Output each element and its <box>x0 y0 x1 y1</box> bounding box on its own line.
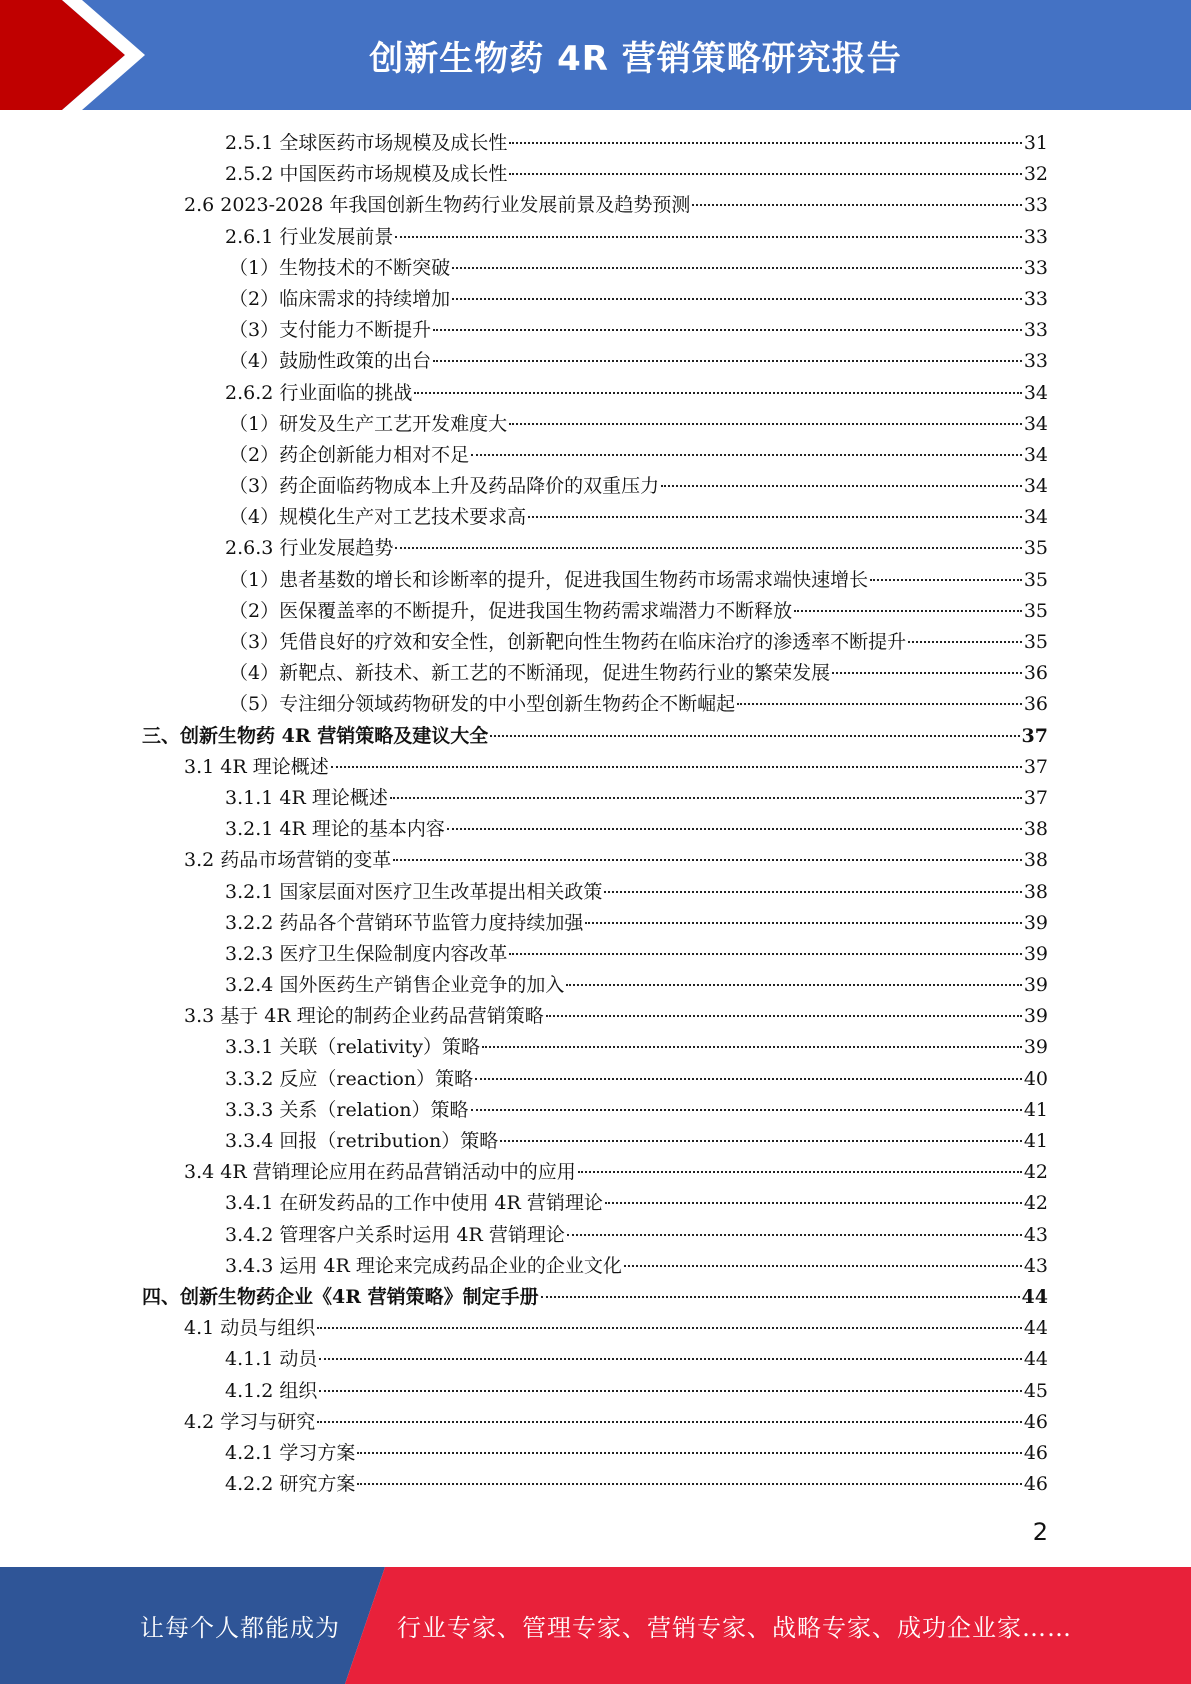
toc-entry-page: 34 <box>1023 412 1048 435</box>
toc-entry-title: 4.2 学习与研究 <box>184 1410 316 1433</box>
toc-dot-leader <box>509 142 1021 144</box>
toc-entry[interactable] <box>0 471 1191 502</box>
toc-entry-title: （3）药企面临药物成本上升及药品降价的双重压力 <box>229 475 660 498</box>
toc-dot-leader <box>832 672 1022 674</box>
toc-entry[interactable] <box>0 1032 1191 1063</box>
toc-dot-leader <box>500 1140 1022 1142</box>
toc-entry-page: 34 <box>1023 475 1048 498</box>
toc-dot-leader <box>737 703 1022 705</box>
toc-entry[interactable] <box>0 1157 1191 1188</box>
toc-entry-page: 38 <box>1023 818 1048 841</box>
toc-entry-page: 41 <box>1023 1130 1048 1152</box>
toc-entry-page: 45 <box>1023 1379 1048 1402</box>
toc-dot-leader <box>475 1078 1022 1080</box>
document-title: 创新生物药 4R 营销策略研究报告 <box>369 38 902 79</box>
toc-entry[interactable] <box>0 752 1191 783</box>
toc-dot-leader <box>482 1046 1022 1048</box>
toc-entry-title: 4.2.1 学习方案 <box>225 1441 356 1464</box>
toc-entry[interactable] <box>0 253 1191 284</box>
toc-entry-page: 33 <box>1023 350 1048 373</box>
toc-dot-leader <box>509 423 1022 425</box>
toc-dot-leader <box>578 1171 1022 1173</box>
toc-entry[interactable] <box>0 814 1191 845</box>
toc-dot-leader <box>390 797 1022 799</box>
toc-entry-title: 4.1 动员与组织 <box>184 1317 316 1340</box>
toc-entry[interactable] <box>0 284 1191 315</box>
toc-entry-page: 39 <box>1023 1036 1048 1059</box>
toc-entry-page: 33 <box>1023 225 1048 248</box>
toc-entry[interactable] <box>0 128 1191 159</box>
toc-dot-leader <box>447 828 1022 830</box>
toc-entry-title: 3.2 药品市场营销的变革 <box>184 849 392 872</box>
toc-entry[interactable] <box>0 877 1191 908</box>
toc-entry[interactable] <box>0 1282 1191 1313</box>
toc-entry-title: 四、创新生物药企业《4R 营销策略》制定手册 <box>142 1285 539 1308</box>
toc-entry-title: 3.4 4R 营销理论应用在药品营销活动中的应用 <box>184 1161 576 1184</box>
toc-entry-page: 33 <box>1023 319 1048 342</box>
toc-entry-title: （1）患者基数的增长和诊断率的提升，促进我国生物药市场需求端快速增长 <box>229 568 869 591</box>
toc-entry[interactable] <box>0 1095 1191 1126</box>
toc-entry-page: 33 <box>1023 256 1048 279</box>
toc-entry-page: 44 <box>1023 1348 1048 1371</box>
toc-dot-leader <box>317 1327 1022 1329</box>
toc-entry[interactable] <box>0 658 1191 689</box>
toc-dot-leader <box>566 984 1021 986</box>
toc-dot-leader <box>433 329 1022 331</box>
toc-entry-page: 34 <box>1023 443 1048 466</box>
toc-entry-page: 44 <box>1023 1317 1048 1340</box>
toc-entry-page: 36 <box>1023 662 1048 685</box>
toc-dot-leader <box>471 454 1022 456</box>
toc-entry-page: 38 <box>1023 880 1048 903</box>
toc-dot-leader <box>509 173 1021 175</box>
toc-entry[interactable] <box>0 1407 1191 1438</box>
toc-dot-leader <box>490 735 1019 737</box>
toc-entry-title: （3）凭借良好的疗效和安全性，创新靶向性生物药在临床治疗的渗透率不断提升 <box>229 631 907 653</box>
toc-dot-leader <box>452 267 1022 269</box>
toc-dot-leader <box>471 1109 1022 1111</box>
toc-entry[interactable] <box>0 1313 1191 1344</box>
toc-entry[interactable] <box>0 596 1191 627</box>
toc-entry[interactable] <box>0 159 1191 190</box>
toc-entry-title: 3.2.2 药品各个营销环节监管力度持续加强 <box>225 911 584 934</box>
toc-dot-leader <box>357 1483 1021 1485</box>
toc-entry[interactable] <box>0 908 1191 939</box>
toc-entry-page: 39 <box>1023 911 1048 934</box>
toc-entry[interactable] <box>0 721 1191 752</box>
toc-dot-leader <box>794 610 1022 612</box>
toc-dot-leader <box>319 1390 1021 1392</box>
toc-entry-title: 4.2.2 研究方案 <box>225 1473 356 1496</box>
toc-entry[interactable] <box>0 1376 1191 1407</box>
toc-entry[interactable] <box>0 502 1191 533</box>
toc-dot-leader <box>331 766 1022 768</box>
toc-dot-leader <box>908 641 1022 643</box>
toc-entry[interactable] <box>0 627 1191 658</box>
toc-entry-page: 31 <box>1023 132 1048 154</box>
toc-entry[interactable] <box>0 346 1191 377</box>
toc-dot-leader <box>541 1296 1020 1298</box>
toc-entry[interactable] <box>0 970 1191 1001</box>
toc-entry[interactable] <box>0 190 1191 221</box>
toc-entry-page: 35 <box>1023 568 1048 591</box>
toc-entry[interactable] <box>0 1188 1191 1219</box>
toc-dot-leader <box>509 953 1021 955</box>
toc-entry-title: 4.1.1 动员 <box>225 1348 318 1371</box>
toc-entry-title: 3.4.2 管理客户关系时运用 4R 营销理论 <box>225 1223 565 1246</box>
toc-entry-page: 39 <box>1023 942 1048 965</box>
toc-dot-leader <box>870 579 1022 581</box>
toc-entry-page: 33 <box>1023 194 1048 217</box>
toc-entry-title: 3.2.1 4R 理论的基本内容 <box>225 818 445 841</box>
toc-entry-page: 34 <box>1023 381 1048 404</box>
toc-entry-page: 39 <box>1023 1005 1048 1028</box>
toc-entry-title: （4）规模化生产对工艺技术要求高 <box>229 506 527 529</box>
toc-entry-page: 34 <box>1023 506 1048 529</box>
toc-entry-title: 3.3.1 关联（relativity）策略 <box>225 1036 481 1059</box>
toc-entry-page: 43 <box>1023 1254 1048 1277</box>
toc-entry-title: （2）医保覆盖率的不断提升，促进我国生物药需求端潜力不断释放 <box>229 599 793 622</box>
toc-entry-title: （5）专注细分领域药物研发的中小型创新生物药企不断崛起 <box>229 693 736 716</box>
toc-entry-title: 2.6.3 行业发展趋势 <box>225 537 394 560</box>
toc-entry-title: 2.5.2 中国医药市场规模及成长性 <box>225 163 508 186</box>
toc-dot-leader <box>433 360 1022 362</box>
toc-entry-title: 3.3.2 反应（reaction）策略 <box>225 1067 474 1090</box>
toc-entry[interactable] <box>0 315 1191 346</box>
toc-dot-leader <box>317 1421 1022 1423</box>
toc-entry[interactable] <box>0 440 1191 471</box>
toc-entry-page: 41 <box>1023 1098 1048 1121</box>
toc-entry-title: （2）临床需求的持续增加 <box>229 287 451 310</box>
toc-entry-title: （4）鼓励性政策的出台 <box>229 350 432 373</box>
toc-entry-page: 46 <box>1023 1410 1048 1433</box>
footer-banner <box>0 1567 1191 1684</box>
toc-entry[interactable] <box>0 939 1191 970</box>
toc-entry[interactable] <box>0 1126 1191 1157</box>
toc-entry-page: 39 <box>1023 974 1048 997</box>
toc-entry-page: 44 <box>1021 1285 1048 1308</box>
toc-entry-page: 42 <box>1023 1192 1048 1215</box>
toc-entry-page: 43 <box>1023 1223 1048 1246</box>
toc-entry[interactable] <box>0 1251 1191 1282</box>
toc-dot-leader <box>319 1358 1021 1360</box>
toc-entry-title: 2.6 2023-2028 年我国创新生物药行业发展前景及趋势预测 <box>184 194 691 217</box>
toc-entry-page: 40 <box>1023 1067 1048 1090</box>
toc-entry-title: 3.3.4 回报（retribution）策略 <box>225 1130 499 1152</box>
toc-entry-title: 3.2.4 国外医药生产销售企业竞争的加入 <box>225 974 565 997</box>
toc-dot-leader <box>528 516 1022 518</box>
toc-entry-title: 3.2.1 国家层面对医疗卫生改革提出相关政策 <box>225 880 603 903</box>
toc-entry-title: 2.5.1 全球医药市场规模及成长性 <box>225 132 508 154</box>
toc-entry-title: （1）生物技术的不断突破 <box>229 256 451 279</box>
toc-entry-title: 2.6.1 行业发展前景 <box>225 225 394 248</box>
toc-entry-title: 3.1 4R 理论概述 <box>184 755 329 778</box>
toc-entry[interactable] <box>0 1064 1191 1095</box>
toc-dot-leader <box>452 298 1022 300</box>
toc-entry-page: 35 <box>1023 599 1048 622</box>
toc-entry-title: （1）研发及生产工艺开发难度大 <box>229 412 508 435</box>
toc-entry-page: 33 <box>1023 287 1048 310</box>
toc-entry-page: 32 <box>1023 163 1048 186</box>
toc-entry-page: 46 <box>1023 1473 1048 1496</box>
toc-entry[interactable] <box>0 1469 1191 1500</box>
toc-entry-page: 37 <box>1023 786 1048 809</box>
toc-entry-page: 37 <box>1021 724 1048 747</box>
toc-entry-page: 46 <box>1023 1441 1048 1464</box>
toc-entry-title: （4）新靶点、新技术、新工艺的不断涌现，促进生物药行业的繁荣发展 <box>229 662 831 685</box>
toc-dot-leader <box>624 1265 1022 1267</box>
toc-entry-page: 37 <box>1023 755 1048 778</box>
toc-entry-page: 36 <box>1023 693 1048 716</box>
toc-dot-leader <box>604 891 1021 893</box>
toc-entry[interactable] <box>0 689 1191 720</box>
toc-dot-leader <box>393 859 1022 861</box>
footer-slogan-left: 让每个人都能成为 <box>140 1614 340 1642</box>
toc-dot-leader <box>395 547 1021 549</box>
toc-entry-page: 35 <box>1023 537 1048 560</box>
toc-entry-title: （3）支付能力不断提升 <box>229 319 432 342</box>
toc-entry[interactable] <box>0 1344 1191 1375</box>
toc-entry-page: 35 <box>1023 631 1048 653</box>
toc-dot-leader <box>546 1015 1022 1017</box>
toc-dot-leader <box>567 1234 1022 1236</box>
toc-entry-title: （2）药企创新能力相对不足 <box>229 443 470 466</box>
toc-entry-title: 4.1.2 组织 <box>225 1379 318 1402</box>
toc-dot-leader <box>692 204 1021 206</box>
header-banner <box>0 0 1191 110</box>
toc-entry-page: 38 <box>1023 849 1048 872</box>
toc-dot-leader <box>605 1202 1022 1204</box>
toc-entry[interactable] <box>0 1001 1191 1032</box>
toc-dot-leader <box>585 922 1021 924</box>
toc-entry-title: 三、创新生物药 4R 营销策略及建议大全 <box>142 724 489 747</box>
toc-dot-leader <box>395 236 1021 238</box>
toc-entry[interactable] <box>0 1438 1191 1469</box>
chevron-arrow-icon <box>0 0 160 110</box>
toc-entry[interactable] <box>0 409 1191 440</box>
toc-dot-leader <box>357 1452 1021 1454</box>
toc-entry[interactable] <box>0 222 1191 253</box>
page-number: 2 <box>1032 1518 1048 1546</box>
toc-entry[interactable] <box>0 845 1191 876</box>
toc-entry[interactable] <box>0 1220 1191 1251</box>
toc-entry-title: 3.1.1 4R 理论概述 <box>225 786 388 809</box>
toc-dot-leader <box>414 392 1021 394</box>
toc-entry-page: 42 <box>1023 1161 1048 1184</box>
toc-entry-title: 3.3.3 关系（relation）策略 <box>225 1098 469 1121</box>
toc-entry-title: 3.4.3 运用 4R 理论来完成药品企业的企业文化 <box>225 1254 622 1277</box>
footer-slogan-right: 行业专家、管理专家、营销专家、战略专家、成功企业家…… <box>397 1614 1072 1642</box>
toc-entry-title: 3.3 基于 4R 理论的制药企业药品营销策略 <box>184 1005 544 1028</box>
toc-entry[interactable] <box>0 533 1191 564</box>
table-of-contents <box>0 128 1191 1500</box>
toc-entry-title: 3.2.3 医疗卫生保险制度内容改革 <box>225 942 508 965</box>
toc-entry[interactable] <box>0 783 1191 814</box>
toc-entry[interactable] <box>0 565 1191 596</box>
toc-entry-title: 3.4.1 在研发药品的工作中使用 4R 营销理论 <box>225 1192 603 1215</box>
toc-entry[interactable] <box>0 378 1191 409</box>
toc-dot-leader <box>661 485 1022 487</box>
toc-entry-title: 2.6.2 行业面临的挑战 <box>225 381 413 404</box>
